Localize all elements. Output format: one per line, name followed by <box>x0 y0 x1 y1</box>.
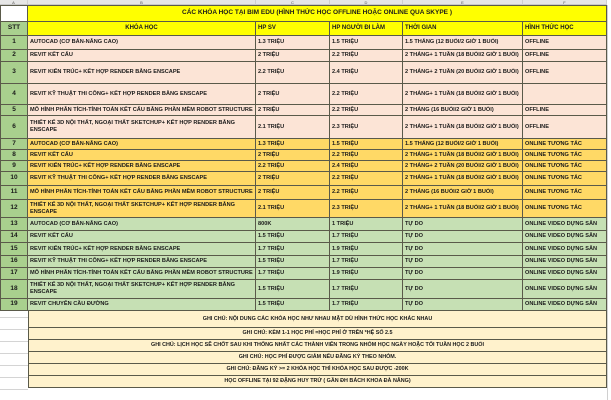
table-row-6-mode[interactable]: OFFLINE <box>523 116 607 139</box>
gutter-gridline <box>0 353 28 354</box>
table-row-6-duration[interactable]: 2 THÁNG+ 1 TUẦN (18 BUỔI/2 GIỜ 1 BUỔI) <box>403 116 523 139</box>
table-row-10-stt[interactable]: 10 <box>0 172 28 186</box>
table-row-16-hp-worker[interactable]: 1.7 TRIỆU <box>330 256 403 268</box>
note-row[interactable]: GHI CHÚ: ĐĂNG KÝ >= 2 KHÓA HỌC THÌ KHÓA HỌC SAU ĐƯỢC -200K <box>28 364 607 376</box>
table-row-18-duration[interactable]: TỰ DO <box>403 280 523 299</box>
table-row-1-hp-sv[interactable]: 1.3 TRIỆU <box>256 36 330 50</box>
table-title[interactable]: CÁC KHÓA HỌC TẠI BIM EDU (HÌNH THỨC HỌC OFFLINE HOẶC ONLINE QUA SKYPE ) <box>28 5 607 22</box>
table-row-15-mode[interactable]: ONLINE VIDEO DỰNG SẴN <box>523 243 607 256</box>
table-row-8-hp-sv[interactable]: 2 TRIỆU <box>256 150 330 161</box>
table-row-16-course[interactable]: REVIT KỸ THUẬT THI CÔNG+ KẾT HỢP RENDER BẰNG ENSCAPE <box>28 256 256 268</box>
table-row-12-duration[interactable]: 2 THÁNG+ 1 TUẦN (18 BUỔI/2 GIỜ 1 BUỔI) <box>403 200 523 218</box>
header-course[interactable]: KHÓA HỌC <box>28 22 256 36</box>
table-row-13-course[interactable]: AUTOCAD (CƠ BẢN-NÂNG CAO) <box>28 218 256 231</box>
table-row-12-course[interactable]: THIẾT KẾ 3D NỘI THẤT, NGOẠI THẤT SKETCHUP+ KẾT HỢP RENDER BẰNG ENSCAPE <box>28 200 256 218</box>
table-row-10-course[interactable]: REVIT KỸ THUẬT THI CÔNG+ KẾT HỢP RENDER BẰNG ENSCAPE <box>28 172 256 186</box>
table-row-18-course[interactable]: THIẾT KẾ 3D NỘI THẤT, NGOẠI THẤT SKETCHUP+ KẾT HỢP RENDER BẰNG ENSCAPE <box>28 280 256 299</box>
table-row-10-mode[interactable]: ONLINE TƯƠNG TÁC <box>523 172 607 186</box>
table-row-7-hp-sv[interactable]: 1.3 TRIỆU <box>256 139 330 150</box>
table-row-11-hp-sv[interactable]: 2 TRIỆU <box>256 186 330 200</box>
table-row-3-course[interactable]: REVIT KIẾN TRÚC+ KẾT HỢP RENDER BẰNG ENSCAPE <box>28 62 256 84</box>
table-row-19-mode[interactable]: ONLINE VIDEO DỰNG SẴN <box>523 299 607 311</box>
table-row-12-mode[interactable]: ONLINE TƯƠNG TÁC <box>523 200 607 218</box>
gutter-gridline <box>0 341 28 342</box>
table-row-7-hp-worker[interactable]: 1.5 TRIỆU <box>330 139 403 150</box>
note-row[interactable]: GHI CHÚ: NỘI DUNG CÁC KHÓA HỌC NHƯ NHAU MẶT DÙ HÌNH THỨC HỌC KHÁC NHAU <box>28 311 607 328</box>
table-row-7-course[interactable]: AUTOCAD (CƠ BẢN-NÂNG CAO) <box>28 139 256 150</box>
table-row-2-stt[interactable]: 2 <box>0 50 28 62</box>
table-row-1-hp-worker[interactable]: 1.5 TRIỆU <box>330 36 403 50</box>
table-row-14-duration[interactable]: TỰ DO <box>403 231 523 243</box>
table-row-16-hp-sv[interactable]: 1.5 TRIỆU <box>256 256 330 268</box>
table-row-4-course[interactable]: REVIT KỸ THUẬT THI CÔNG+ KẾT HỢP RENDER BẰNG ENSCAPE <box>28 84 256 105</box>
table-row-13-mode[interactable]: ONLINE VIDEO DỰNG SẴN <box>523 218 607 231</box>
gutter-gridline <box>0 389 28 390</box>
table-row-15-course[interactable]: REVIT KIẾN TRÚC+ KẾT HỢP RENDER BẰNG ENSCAPE <box>28 243 256 256</box>
table-row-4-hp-sv[interactable]: 2 TRIỆU <box>256 84 330 105</box>
table-row-16-duration[interactable]: TỰ DO <box>403 256 523 268</box>
table-row-13-hp-sv[interactable]: 800K <box>256 218 330 231</box>
column-header-B[interactable]: B <box>28 0 256 5</box>
table-row-3-stt[interactable]: 3 <box>0 62 28 84</box>
table-row-17-duration[interactable]: TỰ DO <box>403 268 523 280</box>
table-row-3-hp-worker[interactable]: 2.4 TRIỆU <box>330 62 403 84</box>
table-row-7-stt[interactable]: 7 <box>0 139 28 150</box>
table-row-11-hp-worker[interactable]: 2.2 TRIỆU <box>330 186 403 200</box>
table-row-10-hp-worker[interactable]: 2.2 TRIỆU <box>330 172 403 186</box>
table-row-13-stt[interactable]: 13 <box>0 218 28 231</box>
table-row-7-duration[interactable]: 1.5 THÁNG (12 BUỔI/2 GIỜ 1 BUỔI) <box>403 139 523 150</box>
table-row-4-hp-worker[interactable]: 2.2 TRIỆU <box>330 84 403 105</box>
table-row-4-stt[interactable]: 4 <box>0 84 28 105</box>
table-row-11-course[interactable]: MÔ HÌNH PHÂN TÍCH-TÍNH TOÁN KẾT CẤU BẰNG PHẦN MỀM ROBOT STRUCTURE <box>28 186 256 200</box>
table-row-17-hp-sv[interactable]: 1.7 TRIỆU <box>256 268 330 280</box>
table-row-12-hp-sv[interactable]: 2.1 TRIỆU <box>256 200 330 218</box>
table-row-15-duration[interactable]: TỰ DO <box>403 243 523 256</box>
table-row-2-duration[interactable]: 2 THÁNG+ 1 TUẦN (18 BUỔI/2 GIỜ 1 BUỔI) <box>403 50 523 62</box>
table-row-18-stt[interactable]: 18 <box>0 280 28 299</box>
table-row-15-hp-sv[interactable]: 1.7 TRIỆU <box>256 243 330 256</box>
column-header-D[interactable]: D <box>330 0 403 5</box>
table-row-9-course[interactable]: REVIT KIẾN TRÚC+ KẾT HỢP RENDER BẰNG ENSCAPE <box>28 161 256 172</box>
table-row-14-hp-sv[interactable]: 1.5 TRIỆU <box>256 231 330 243</box>
table-row-5-course[interactable]: MÔ HÌNH PHÂN TÍCH-TÍNH TOÁN KẾT CẤU BẰNG PHẦN MỀM ROBOT STRUCTURE <box>28 105 256 116</box>
table-row-19-course[interactable]: REVIT CHUYÊN CẦU ĐƯỜNG <box>28 299 256 311</box>
table-row-1-mode[interactable]: OFFLINE <box>523 36 607 50</box>
note-row[interactable]: HỌC OFFLINE TẠI 92 ĐẶNG HUY TRỨ ( GẦN ĐH BÁCH KHOA ĐÀ NẴNG) <box>28 376 607 388</box>
cell-a1[interactable] <box>0 5 28 22</box>
table-row-1-duration[interactable]: 1.5 THÁNG (12 BUỔI/2 GIỜ 1 BUỔI) <box>403 36 523 50</box>
table-row-11-mode[interactable]: ONLINE TƯƠNG TÁC <box>523 186 607 200</box>
column-header-E[interactable]: E <box>403 0 523 5</box>
note-row[interactable]: GHI CHÚ: HỌC PHÍ ĐƯỢC GIẢM NẾU ĐĂNG KÝ THEO NHÓM. <box>28 352 607 364</box>
table-row-9-stt[interactable]: 9 <box>0 161 28 172</box>
gutter-gridline <box>0 317 28 318</box>
table-row-14-course[interactable]: REVIT KẾT CẤU <box>28 231 256 243</box>
table-row-5-hp-worker[interactable]: 2.2 TRIỆU <box>330 105 403 116</box>
gutter-gridline <box>0 365 28 366</box>
sheet-right-edge <box>607 5 611 400</box>
table-row-2-mode[interactable]: OFFLINE <box>523 50 607 62</box>
table-row-8-stt[interactable]: 8 <box>0 150 28 161</box>
header-duration[interactable]: THỜI GIAN <box>403 22 523 36</box>
header-hp-worker[interactable]: HP NGƯỜI ĐI LÀM <box>330 22 403 36</box>
table-row-3-hp-sv[interactable]: 2.2 TRIỆU <box>256 62 330 84</box>
table-row-19-hp-sv[interactable]: 1.5 TRIỆU <box>256 299 330 311</box>
table-row-11-stt[interactable]: 11 <box>0 186 28 200</box>
column-header-F[interactable]: F <box>523 0 607 5</box>
table-row-19-hp-worker[interactable]: 1.7 TRIỆU <box>330 299 403 311</box>
column-header-A[interactable]: A <box>0 0 28 5</box>
table-row-11-duration[interactable]: 2 THÁNG (16 BUỔI/2 GIỜ 1 BUỔI) <box>403 186 523 200</box>
table-row-14-hp-worker[interactable]: 1.7 TRIỆU <box>330 231 403 243</box>
table-row-9-hp-sv[interactable]: 2.2 TRIỆU <box>256 161 330 172</box>
table-row-18-hp-sv[interactable]: 1.5 TRIỆU <box>256 280 330 299</box>
header-hp-sv[interactable]: HP SV <box>256 22 330 36</box>
note-row[interactable]: GHI CHÚ: LỊCH HỌC SẼ CHỐT SAU KHI THỐNG NHẤT CÁC THÀNH VIÊN TRONG NHÓM HỌC NGÀY HOẶC TỐI TUẦN HỌC 2 BUỔI <box>28 340 607 352</box>
table-row-16-stt[interactable]: 16 <box>0 256 28 268</box>
column-header-C[interactable]: C <box>256 0 330 5</box>
table-row-17-course[interactable]: MÔ HÌNH PHÂN TÍCH-TÍNH TOÁN KẾT CẤU BẰNG PHẦN MỀM ROBOT STRUCTURE <box>28 268 256 280</box>
table-row-13-duration[interactable]: TỰ DO <box>403 218 523 231</box>
table-row-4-mode[interactable] <box>523 84 607 105</box>
table-row-12-hp-worker[interactable]: 2.3 TRIỆU <box>330 200 403 218</box>
table-row-3-duration[interactable]: 2 THÁNG+ 2 TUẦN (20 BUỔI/2 GIỜ 1 BUỔI) <box>403 62 523 84</box>
table-row-5-stt[interactable]: 5 <box>0 105 28 116</box>
table-row-9-hp-worker[interactable]: 2.4 TRIỆU <box>330 161 403 172</box>
header-mode[interactable]: HÌNH THỨC HỌC <box>523 22 607 36</box>
table-row-17-mode[interactable]: ONLINE VIDEO DỰNG SẴN <box>523 268 607 280</box>
table-row-18-hp-worker[interactable]: 1.7 TRIỆU <box>330 280 403 299</box>
table-row-2-hp-sv[interactable]: 2 TRIỆU <box>256 50 330 62</box>
table-row-13-hp-worker[interactable]: 1 TRIỆU <box>330 218 403 231</box>
table-row-8-mode[interactable]: ONLINE TƯƠNG TÁC <box>523 150 607 161</box>
table-row-1-course[interactable]: AUTOCAD (CƠ BẢN-NÂNG CAO) <box>28 36 256 50</box>
gutter-gridline <box>0 377 28 378</box>
table-row-5-hp-sv[interactable]: 2 TRIỆU <box>256 105 330 116</box>
table-row-12-stt[interactable]: 12 <box>0 200 28 218</box>
table-row-9-mode[interactable]: ONLINE TƯƠNG TÁC <box>523 161 607 172</box>
table-row-3-mode[interactable]: OFFLINE <box>523 62 607 84</box>
table-row-17-hp-worker[interactable]: 1.9 TRIỆU <box>330 268 403 280</box>
table-row-18-mode[interactable]: ONLINE VIDEO DỰNG SẴN <box>523 280 607 299</box>
table-row-10-duration[interactable]: 2 THÁNG+ 1 TUẦN (18 BUỔI/2 GIỜ 1 BUỔI) <box>403 172 523 186</box>
table-row-8-duration[interactable]: 2 THÁNG+ 1 TUẦN (18 BUỔI/2 GIỜ 1 BUỔI) <box>403 150 523 161</box>
table-row-8-course[interactable]: REVIT KẾT CẤU <box>28 150 256 161</box>
table-row-6-hp-sv[interactable]: 2.1 TRIỆU <box>256 116 330 139</box>
table-row-5-mode[interactable]: OFFLINE <box>523 105 607 116</box>
table-row-14-mode[interactable]: ONLINE VIDEO DỰNG SẴN <box>523 231 607 243</box>
table-row-4-duration[interactable]: 2 THÁNG+ 1 TUẦN (18 BUỔI/2 GIỜ 1 BUỔI) <box>403 84 523 105</box>
table-row-7-mode[interactable]: ONLINE TƯƠNG TÁC <box>523 139 607 150</box>
table-row-6-course[interactable]: THIẾT KẾ 3D NỘI THẤT, NGOẠI THẤT SKETCHUP+ KẾT HỢP RENDER BẰNG ENSCAPE <box>28 116 256 139</box>
table-row-6-hp-worker[interactable]: 2.3 TRIỆU <box>330 116 403 139</box>
table-row-9-duration[interactable]: 2 THÁNG+ 2 TUẦN (20 BUỔI/2 GIỜ 1 BUỔI) <box>403 161 523 172</box>
table-row-8-hp-worker[interactable]: 2.2 TRIỆU <box>330 150 403 161</box>
table-row-17-stt[interactable]: 17 <box>0 268 28 280</box>
table-row-19-duration[interactable]: TỰ DO <box>403 299 523 311</box>
table-row-10-hp-sv[interactable]: 2 TRIỆU <box>256 172 330 186</box>
table-row-15-stt[interactable]: 15 <box>0 243 28 256</box>
table-row-1-stt[interactable]: 1 <box>0 36 28 50</box>
table-row-2-hp-worker[interactable]: 2.2 TRIỆU <box>330 50 403 62</box>
table-row-5-duration[interactable]: 2 THÁNG (16 BUỔI/2 GIỜ 1 BUỔI) <box>403 105 523 116</box>
gutter-gridline <box>0 329 28 330</box>
table-row-16-mode[interactable]: ONLINE VIDEO DỰNG SẴN <box>523 256 607 268</box>
table-row-14-stt[interactable]: 14 <box>0 231 28 243</box>
note-row[interactable]: GHI CHÚ: KÈM 1-1 HỌC PHÍ =HỌC PHÍ Ở TRÊN *HỆ SỐ 2.5 <box>28 328 607 340</box>
table-row-19-stt[interactable]: 19 <box>0 299 28 311</box>
table-row-15-hp-worker[interactable]: 1.9 TRIỆU <box>330 243 403 256</box>
table-row-2-course[interactable]: REVIT KẾT CẤU <box>28 50 256 62</box>
header-stt[interactable]: STT <box>0 22 28 36</box>
table-row-6-stt[interactable]: 6 <box>0 116 28 139</box>
